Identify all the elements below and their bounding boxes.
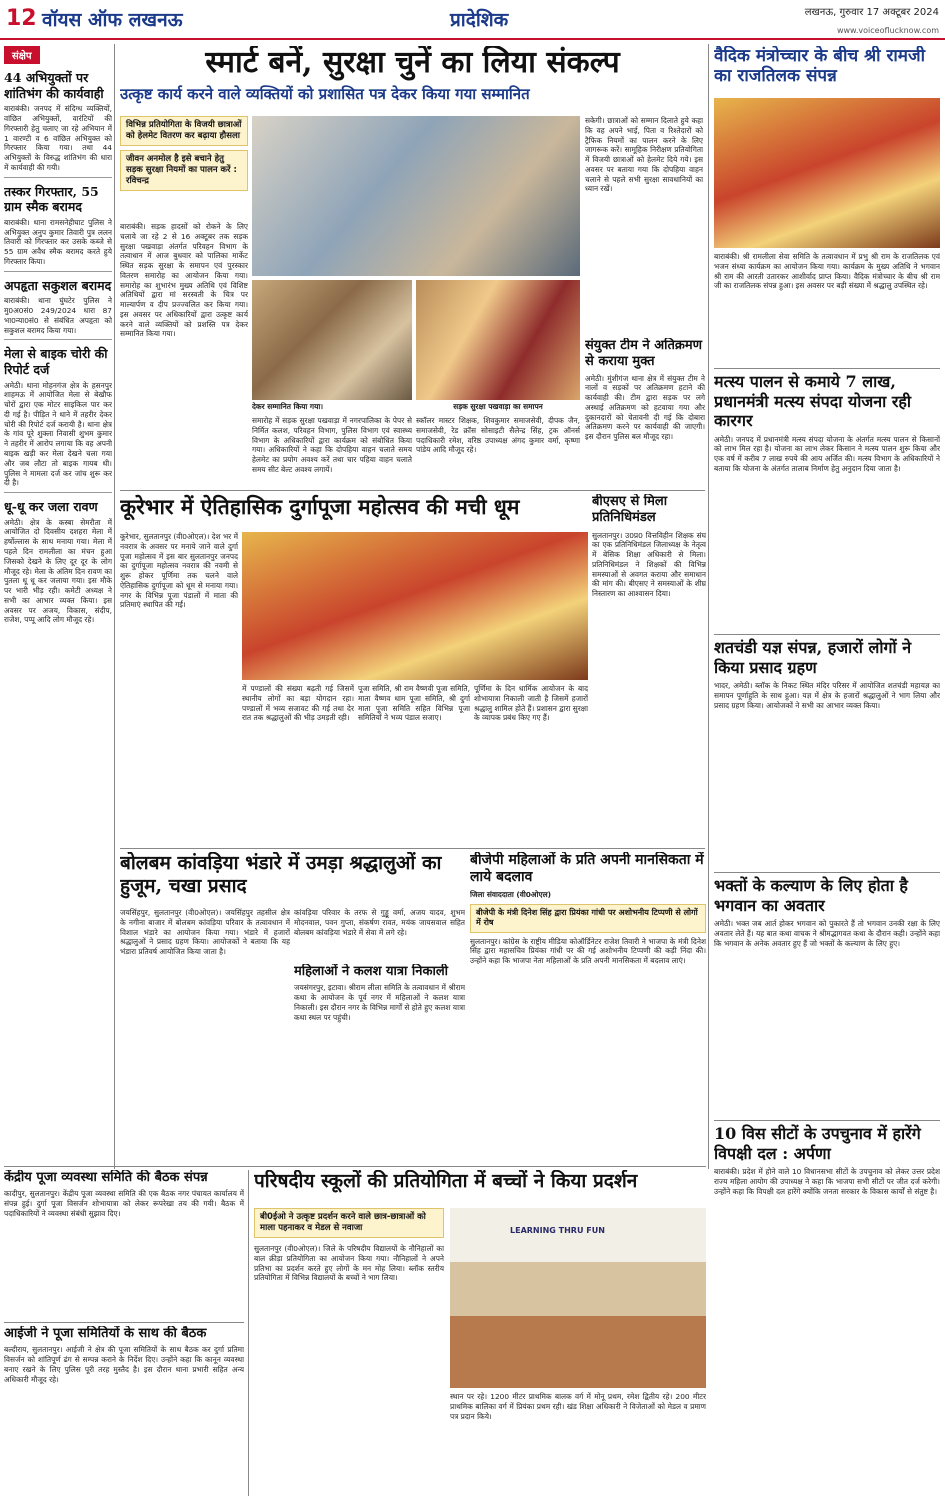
story-school (254, 1170, 706, 1496)
story-devotee (714, 876, 940, 1116)
brief-title: धू-धू कर जला रावण (4, 499, 98, 515)
highlight: विभिन्न प्रतियोगिता के विजयी छात्राओं को हेलमेट वितरण कर बढ़ाया हौसला (120, 116, 248, 146)
body: में पण्डालों की संख्या बढ़ती गई जिसमें स्थानीय लोगों का बड़ा योगदान रहा। पण्डालों में भव्य सजावट की गई तथा देर रात तक श्रद्धालुओं की भीड़ उमड़ती रही। (242, 684, 354, 723)
highlight: जीवन अनमोल है इसे बचाने हेतु सड़क सुरक्षा नियमों का पालन करें : रविचन्द्र (120, 150, 248, 191)
divider (4, 177, 112, 178)
headline: आईजी ने पूजा समितियों के साथ की बैठक (4, 1326, 207, 1341)
body: बाराबंकी। प्रदेश में होने वाले 10 विधानसभा सीटों के उपचुनाव को लेकर उत्तर प्रदेश राज्य महिला आयोग की उपाध्यक्ष ने कहा कि भाजपा सभी सीटों पर जीत दर्ज करेगी। उन्होंने कहा कि विपक्षी दल हारेंगे क्योंकि जनता सरकार के विकास कार्यों से संतुष्ट है। (714, 1167, 940, 1196)
brief-body: बाराबंकी। थाना रामसनेहीघाट पुलिस ने अभियुक्त अनुप कुमार तिवारी पुत्र ललन तिवारी को गिरफ्तार कर उसके कब्जे से 55 ग्राम अवैध स्मैक बरामद करते हुये गिरफ्तार किया। (4, 217, 112, 266)
brief-title: 44 अभियुक्तों पर शांतिभंग की कार्यवाही (4, 70, 104, 101)
story-bjp-women (470, 852, 706, 1162)
story-bypoll (714, 1124, 940, 1494)
divider (4, 1166, 706, 1167)
website: www.voiceoflucknow.com (836, 26, 939, 35)
headline: वैदिक मंत्रोच्चार के बीच श्री रामजी का राजतिलक संपन्न (714, 46, 925, 87)
classroom-banner: LEARNING THRU FUN (510, 1226, 605, 1235)
body: अमेठी। मुंशीगंज थाना क्षेत्र में संयुक्त टीम ने नालों व सड़कों पर अतिक्रमण हटाने की कार्यवाही की। टीम द्वारा सड़क पर लगे अस्थाई अतिक्रमण को हटवाया गया और दुकानदारों को चेतावनी दी गई कि दोबारा अतिक्रमण करने पर कार्यवाही की जाएगी। इस दौरान पुलिस बल मौजूद रहा। (585, 373, 705, 442)
body: सुलतानपुर (वी0ओएल)। जिले के परिषदीय विद्यालयों के नौनिहालों का बाल क्रीड़ा प्रतियोगिता का आयोजन किया गया। नौनिहालों ने अपने प्रतिभा का प्रदर्शन करते हुए लोगों के मन मोह लिया। ब्लॉक स्तरीय प्रतियोगिता में विभिन्न विद्यालयों के बच्चों ने भाग लिया। (254, 1244, 444, 1283)
headline: महिलाओं ने कलश यात्रा निकाली (294, 964, 449, 979)
briefs-tag: संक्षेप (4, 46, 40, 64)
headline: बोलबम कांवड़िया भंडारे में उमड़ा श्रद्धालुओं का हुजूम, चखा प्रसाद (120, 852, 442, 897)
headline: मत्स्य पालन से कमाये 7 लाख, प्रधानमंत्री मत्स्य संपदा योजना रही कारगर (714, 372, 912, 431)
brief-body: बाराबंकी। जनपद में संदिग्ध व्यक्तियों, वांछित अभियुक्तों, वारंटियों की गिरफ्तारी हेतु चलाए जा रहे अभियान में 1 वारण्टी व 6 वांछित अभियुक्त को गिरफ्तार किया गया। तथा 44 अभियुक्तों के विरुद्ध शांतिभंग की धारा में कार्यवाही की गयी। (4, 104, 112, 172)
story-encroachment (585, 338, 705, 488)
body: भादर, अमेठी। ब्लॉक के निकट स्थित मंदिर परिसर में आयोजित शतचंडी महायज्ञ का समापन पूर्णाहुति के साथ हुआ। यज्ञ में क्षेत्र के हजारों श्रद्धालुओं ने भाग लिया और प्रसाद ग्रहण किया। आयोजकों ने सभी का आभार व्यक्त किया। (714, 681, 940, 710)
headline: बीएसए से मिला प्रतिनिधिमंडल (592, 494, 668, 526)
story-bsa (592, 494, 706, 844)
body: जयसंगरपुर, इटावा। श्रीराम लीला समिति के तत्वावधान में श्रीराम कथा के आयोजन के पूर्व नगर में महिलाओं ने कलश यात्रा निकाली। इस दौरान नगर के विभिन्न मार्गों से होते हुए कलश यात्रा कथा स्थल पर पहुंची। (294, 983, 465, 1022)
ramlila-photo (714, 98, 940, 248)
story-ig-meeting (4, 1326, 244, 1496)
award-photo (252, 280, 412, 400)
body-col: स्कॉलर मास्टर शिक्षक, शिवकुमार समाजसेवी, दीपक जैन, समाजसेवी, रेड क्रॉस सोसाइटी सैलेन्द्र सिंह, ट्रक ऑनर्स पदाधिकारी रमेश, वरिष्ठ उपाध्यक्ष अंगद कुमार वर्मा, कृष्णा पांडेय आदि मौजूद रहे। (416, 416, 580, 455)
photo-caption: देकर सम्मानित किया गया। (252, 402, 324, 411)
body: अमेठी। भक्त जब आर्त होकर भगवान को पुकारते हैं तो भगवान उनकी रक्षा के लिए अवतार लेते हैं। यह बात कथा वाचक ने श्रीमद्भागवत कथा के दौरान कही। उन्होंने कहा कि भगवान के अनेक अवतार हुए हैं जो भक्तों के कल्याण के लिए हुए। (714, 919, 940, 948)
body-col: बाराबंकी। सड़क हादसों को रोकने के लिए चलाये जा रहे 2 से 16 अक्टूबर तक सड़क सुरक्षा पखवाड़ा अंतर्गत परिवहन विभाग के तत्वाधान में आज बुधवार को पालिका मार्केट स्थित सड़क सुरक्षा के समापन एवं पुरस्कार वितरण समारोह का आयोजन किया गया। समारोह का शुभारंभ मुख्य अतिथि एवं विशिष्ट अतिथियों द्वारा मां सरस्वती के चित्र पर माल्यार्पण व दीप प्रज्ज्वलित कर किया गया। इस अवसर पर अधिकारियों द्वारा उत्कृष्ट कार्य करने वाले व्यक्तियों को प्रशस्ति पत्र देकर सम्मानित किया गया। (120, 222, 248, 339)
headline: 10 विस सीटों के उपचुनाव में हारेंगे विपक्षी दल : अर्पणा (714, 1124, 921, 1163)
durga-idol-photo (242, 532, 588, 680)
photo-caption: सड़क सुरक्षा पखवाड़ा का समापन (453, 402, 543, 411)
story-committee (4, 1170, 244, 1320)
headline: स्मार्ट बनें, सुरक्षा चुनें का लिया संकल्प (205, 46, 620, 80)
headline: संयुक्त टीम ने अतिक्रमण से कराया मुक्त (585, 338, 703, 370)
body: कादीपुर, सुलतानपुर। केंद्रीय पूजा व्यवस्था समिति की एक बैठक नगर पंचायत कार्यालय में संपन्न हुई। दुर्गा पूजा विसर्जन शोभायात्रा को लेकर रूपरेखा तय की गयी। बैठक में पदाधिकारियों ने व्यवस्था संबंधी सुझाव दिए। (4, 1189, 244, 1218)
divider (4, 271, 112, 272)
column-rule (114, 44, 115, 1169)
story-yagya (714, 638, 940, 868)
page-number: 12 (6, 6, 37, 31)
divider (4, 1322, 244, 1323)
masthead-bar (0, 0, 945, 40)
body: बल्दीराय, सुलतानपुर। आईजी ने क्षेत्र की पूजा समितियों के साथ बैठक कर दुर्गा प्रतिमा विसर्जन को शांतिपूर्ण ढंग से सम्पन्न कराने के निर्देश दिए। उन्होंने कहा कि कानून व्यवस्था बनाए रखने के लिए पुलिस पूरी तरह मुस्तैद है। इस दौरान थाना प्रभारी सहित अन्य अधिकारी मौजूद रहे। (4, 1345, 244, 1384)
brief-title: तस्कर गिरफ्तार, 55 ग्राम स्मैक बरामद (4, 183, 99, 215)
body: पूर्णिमा के दिन धार्मिक आयोजन के बाद शोभायात्रा निकाली जाती है जिसमें हजारों श्रद्धालु शामिल होते हैं। प्रशासन द्वारा सुरक्षा के व्यापक प्रबंध किए गए हैं। (474, 684, 588, 723)
divider (714, 634, 940, 635)
students-photo (450, 1208, 706, 1388)
brief-title: अपहृता सकुशल बरामद (4, 277, 112, 293)
body: पूजा समिति, श्री राम वैष्णवी पूजा समिति, माता वैष्णव धाम पूजा समिति, श्री दुर्गा माता पूजा समिति सहित विभिन्न पूजा समितियों ने भव्य पंडाल सजाए। (358, 684, 470, 723)
headline: परिषदीय स्कूलों की प्रतियोगिता में बच्चों ने किया प्रदर्शन (254, 1170, 638, 1192)
headline: कूरेभार में ऐतिहासिक दुर्गापूजा महोत्सव की मची धूम (120, 494, 520, 519)
divider (120, 490, 705, 491)
dateline: जिला संवाददाता (वी0ओएल) (470, 890, 551, 900)
divider (4, 492, 112, 493)
paper-name: वॉयस ऑफ लखनऊ (42, 9, 183, 31)
divider (714, 1120, 940, 1121)
body: सुलतानपुर। उ0प्र0 वित्तविहीन शिक्षक संघ का एक प्रतिनिधिमंडल जिलाध्यक्ष के नेतृत्व में बेसिक शिक्षा अधिकारी से मिला। प्रतिनिधिमंडल ने शिक्षकों की विभिन्न समस्याओं से अवगत कराया और समाधान की मांग की। बीएसए ने समस्याओं के शीघ्र निस्तारण का आश्वासन दिया। (592, 530, 706, 599)
brief-body: अमेठी। थाना मोहनगंज क्षेत्र के हसनपुर शाहमऊ में आयोजित मेला से बेखौफ चोरों द्वारा एक मोटर साइकिल पार कर दी गई है। पीड़ित ने थाने में तहरीर देकर चोरी की रिपोर्ट दर्ज करायी है। थाना क्षेत्र के गांव पूरे शुक्ला निवासी शुभम कुमार ने तहरीर में आरोप लगाया कि वह अपनी बाइक खड़ी कर मेला देखने चला गया और जब लौटा तो बाइक गायब थी। पुलिस ने मामला दर्ज कर जांच शुरू कर दी है। (4, 380, 112, 488)
brief-body: अमेठी। क्षेत्र के कस्बा सेमरौता में आयोजित दो दिवसीय दशहरा मेला में हर्षोल्लास के साथ मनाया गया। मेला में पहले दिन रामलीला का मंचन हुआ जिसको देखने के लिए दूर दूर के लोग मौजूद रहे। मेला के अंतिम दिन रावण का पुतला धू धू कर जलाया गया। इस मौके पर भारी भीड़ रही। कमेटी अध्यक्ष ने सभी का आभार व्यक्त किया। इस अवसर पर अजय, विकास, संदीप, राजेश, पप्पू आदि लोग मौजूद रहे। (4, 517, 112, 625)
award-photo (416, 280, 580, 400)
event-photo (252, 116, 580, 276)
story-fisheries (714, 372, 940, 630)
body-col: समारोह में सड़क सुरक्षा पखवाड़ा में नगरपालिका के पेपर से निर्मित कलश, परिवहन विभाग, पुलिस विभाग एवं स्वास्थ्य विभाग के अधिकारियों द्वारा कार्यक्रम को संबोधित किया गया। अधिकारियों ने कहा कि दोपहिया वाहन चलाते समय हेलमेट का प्रयोग अवश्य करें तथा चार पहिया वाहन चलाते समय सीट बेल्ट अवश्य लगायें। (252, 416, 412, 474)
body: सुलतानपुर। कांग्रेस के राष्ट्रीय मीडिया कोऑर्डिनेटर राजेश तिवारी ने भाजपा के मंत्री दिनेश सिंह द्वारा महासचिव प्रियंका गांधी पर की गई अशोभनीय टिप्पणी की कड़ी निंदा की। उन्होंने कहा कि भाजपा नेता महिलाओं के प्रति अपनी मानसिकता में बदलाव लाएं। (470, 936, 706, 966)
headline: शतचंडी यज्ञ संपन्न, हजारों लोगों ने किया प्रसाद ग्रहण (714, 638, 912, 677)
headline: बीजेपी महिलाओं के प्रति अपनी मानसिकता में लाये बदलाव (470, 852, 704, 886)
column-rule (248, 1170, 249, 1496)
highlights-box (120, 116, 248, 216)
briefs-column (4, 44, 112, 1169)
dateline: लखनऊ, गुरुवार 17 अक्टूबर 2024 (804, 7, 939, 18)
divider (714, 872, 940, 873)
story-bolbam (120, 852, 465, 1162)
body: बाराबंकी। श्री रामलीला सेवा समिति के तत्वावधान में प्रभु श्री राम के राजतिलक एवं भजन संध्या कार्यक्रम का आयोजन किया गया। कार्यक्रम के मुख्य अतिथि ने भगवान श्री राम की आरती उतारकर आशीर्वाद प्राप्त किया। वैदिक मंत्रोच्चार के बीच श्री राम जी का राजतिलक संपन्न हुआ। इस अवसर पर बड़ी संख्या में श्रद्धालु उपस्थित रहे। (714, 252, 940, 291)
headline: भक्तों के कल्याण के लिए होता है भगवान का अवतार (714, 876, 908, 915)
story-durga-puja (120, 494, 590, 844)
column-rule (708, 44, 709, 1169)
body: अमेठी। जनपद में प्रधानमंत्री मत्स्य संपदा योजना के अंतर्गत मत्स्य पालन से किसानों को लाभ मिल रहा है। योजना का लाभ लेकर किसान ने मत्स्य पालन शुरू किया और एक वर्ष में करीब 7 लाख रुपये की आय अर्जित की। मत्स्य विभाग के अधिकारियों ने बताया कि योजना के अंतर्गत तालाब निर्माण हेतु अनुदान दिया जाता है। (714, 434, 940, 473)
body-col: सकेगी। छात्राओं को सम्मान दिलाते हुये कहा कि वह अपने भाई, पिता व रिश्तेदारों को ट्रैफिक नियमों का पालन करने के लिए जागरूक करें। सामूहिक निरीक्षण प्रतियोगिता में विजयी छात्राओं को हेलमेट दिये गये। इस अवसर पर बताया गया कि दोपहिया वाहन चलाने से पहले सभी सुरक्षा सावधानियों का ध्यान रखें। (585, 116, 703, 194)
body: जयसिंहपुर, सुलतानपुर (वी0ओएल)। जयसिंहपुर तहसील क्षेत्र के नगीना बाजार में बोलबम कांवड़िया परिवार के तत्वावधान में विशाल भंडारे का आयोजन किया गया। भंडारे में हजारों श्रद्धालुओं ने प्रसाद ग्रहण किया। आयोजकों ने बताया कि यह भंडारा प्रतिवर्ष आयोजित किया जाता है। (120, 908, 290, 957)
divider (4, 339, 112, 340)
divider (714, 368, 940, 369)
brief-body: बाराबंकी। थाना घुंघटेर पुलिस ने मु0अ0सं0 249/2024 धारा 87 भा0न्या0सं0 से संबंधित अपहृता को सकुशल बरामद किया गया। (4, 296, 112, 335)
highlight: बी0ईओ ने उत्कृष्ट प्रदर्शन करने वाले छात्र-छात्राओं को माला पहनाकर व मेडल से नवाजा (254, 1208, 444, 1238)
body: स्थान पर रहे। 1200 मीटर प्राथमिक बालक वर्ग में मोनू प्रथम, रमेश द्वितीय रहे। 200 मीटर प्राथमिक बालिका वर्ग में प्रियंका प्रथम रही। खंड शिक्षा अधिकारी ने विजेताओं को मेडल व प्रमाण पत्र प्रदान किये। (450, 1392, 706, 1421)
divider (120, 848, 705, 849)
body: कूरेभार, सुलतानपुर (वी0ओएल)। देश भर में नवरात्र के अवसर पर मनाये जाने वाले दुर्गा पूजा महोत्सव में इस बार सुलतानपुर जनपद का दुर्गापूजा महोत्सव नवरात्र की नवमी से शुरू होकर पूर्णिमा तक चलने वाले ऐतिहासिक दुर्गापूजा को धूम से मनाया गया। नगर के विभिन्न पूजा पंडालों में माता की प्रतिमाएं स्थापित की गईं। (120, 532, 238, 610)
story-rajtilak (714, 46, 940, 366)
pull-quote: बीजेपी के मंत्री दिनेश सिंह द्वारा प्रियंका गांधी पर अशोभनीय टिप्पणी से लोगों में रोष (470, 904, 706, 933)
brief-title: मेला से बाइक चोरी की रिपोर्ट दर्ज (4, 346, 108, 377)
body: कांवड़िया परिवार के तरफ से गुड्डू वर्मा, अजय यादव, शुभम मोदनवाल, पवन गुप्ता, संकर्षण रावत, मयंक जायसवाल सहित बोलबम कांवड़िया भंडारे में सेवा में लगे रहे। (294, 908, 465, 937)
story-kalash (294, 964, 465, 1160)
subheadline: उत्कृष्ट कार्य करने वाले व्यक्तियों को प्रशासित पत्र देकर किया गया सम्मानित (120, 85, 530, 103)
headline: केंद्रीय पूजा व्यवस्था समिति की बैठक संपन्न (4, 1170, 208, 1185)
section-title: प्रादेशिक (450, 9, 509, 31)
